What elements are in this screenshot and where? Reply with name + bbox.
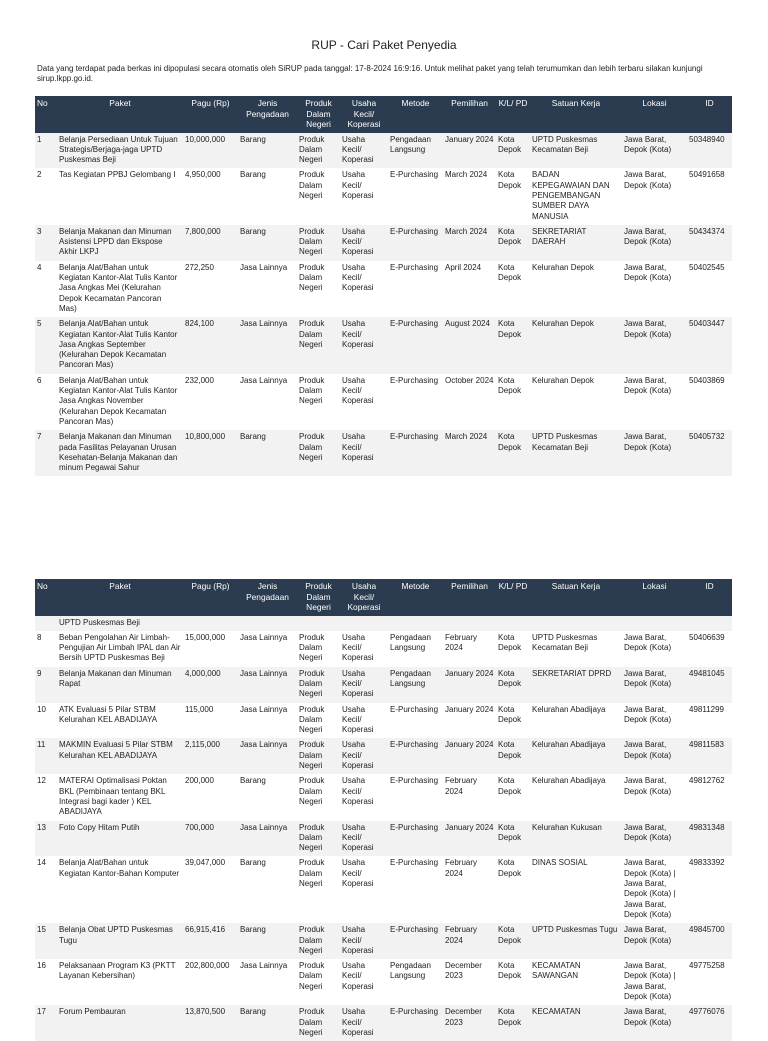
cell-no: 15 [35,923,57,959]
cell-metode: E-Purchasing [388,923,443,959]
header-satuan-kerja: Satuan Kerja [530,579,622,616]
cell-jenis-pengadaan: Barang [238,430,297,476]
cell-pemilihan: December 2023 [443,959,496,1005]
cell-satuan-kerja: BADAN KEPEGAWAIAN DAN PENGEMBANGAN SUMBER DAYA MANUSIA [530,168,622,224]
table-row [35,261,732,317]
header-paket: Paket [57,579,183,616]
cell-satuan-kerja: Kelurahan Abadijaya [530,738,622,774]
cell-pagu: 66,915,416 [183,923,238,959]
cell-id: 50434374 [687,225,732,261]
table-row [35,631,732,667]
cell-satuan-kerja: KECAMATAN [530,1005,622,1041]
cell-usaha-kecil: Usaha Kecil/ Koperasi [340,667,388,703]
cell-jenis-pengadaan: Barang [238,133,297,169]
cell-jenis-pengadaan: Jasa Lainnya [238,821,297,857]
cell-satuan-kerja: SEKRETARIAT DPRD [530,667,622,703]
cell-id: 49812762 [687,774,732,820]
table-row [35,959,732,1005]
cell-pagu: 824,100 [183,317,238,373]
cell-satuan-kerja: Kelurahan Abadijaya [530,774,622,820]
cell-pagu: 202,800,000 [183,959,238,1005]
cell-metode: Pengadaan Langsung [388,959,443,1005]
cell-pemilihan: March 2024 [443,225,496,261]
cell-produk-dalam-negeri: Produk Dalam Negeri [297,317,340,373]
cell-no: 12 [35,774,57,820]
cell-metode: E-Purchasing [388,703,443,739]
cell-paket: Belanja Makanan dan Minuman pada Fasilitas Pelayanan Urusan Kesehatan-Belanja Makanan dan minum Pegawai Sahur [57,430,183,476]
cell-jenis-pengadaan: Jasa Lainnya [238,317,297,373]
cell-paket: Belanja Alat/Bahan untuk Kegiatan Kantor-Alat Tulis Kantor Jasa Angkas Mei (Kelurahan Depok Kecamatan Pancoran Mas) [57,261,183,317]
cell-lokasi: Jawa Barat, Depok (Kota) [622,261,687,317]
cell-klpd: Kota Depok [496,856,530,923]
cell-klpd: Kota Depok [496,1005,530,1041]
cell-pagu: 2,115,000 [183,738,238,774]
header-paket: Paket [57,96,183,133]
cell-klpd: Kota Depok [496,430,530,476]
cell-produk-dalam-negeri: Produk Dalam Negeri [297,821,340,857]
cell-paket: Belanja Makanan dan Minuman Asistensi LPPD dan Ekspose Akhir LKPJ [57,225,183,261]
cell-pagu: 272,250 [183,261,238,317]
cell-pagu: 4,000,000 [183,667,238,703]
cell-paket: Tas Kegiatan PPBJ Gelombang I [57,168,183,224]
cell-satuan-kerja: UPTD Puskesmas Kecamatan Beji [530,133,622,169]
cell-klpd: Kota Depok [496,703,530,739]
table-row [35,703,732,739]
cell-pemilihan: January 2024 [443,667,496,703]
cell-produk-dalam-negeri: Produk Dalam Negeri [297,261,340,317]
cell-usaha-kecil: Usaha Kecil/ Koperasi [340,317,388,373]
cell-produk-dalam-negeri: Produk Dalam Negeri [297,225,340,261]
header-satuan-kerja: Satuan Kerja [530,96,622,133]
cell-no: 9 [35,667,57,703]
cell-usaha-kecil: Usaha Kecil/ Koperasi [340,1005,388,1041]
header-jenis-pengadaan: Jenis Pengadaan [238,579,297,616]
cell-pemilihan: December 2023 [443,1005,496,1041]
cell-id: 49776076 [687,1005,732,1041]
paket-table-1 [35,96,732,476]
cell-metode: E-Purchasing [388,261,443,317]
cell-metode: E-Purchasing [388,225,443,261]
cell-lokasi: Jawa Barat, Depok (Kota) [622,225,687,261]
cell-produk-dalam-negeri: Produk Dalam Negeri [297,430,340,476]
cell-id: 50403447 [687,317,732,373]
cell-usaha-kecil: Usaha Kecil/ Koperasi [340,856,388,923]
cell-pagu: 39,047,000 [183,856,238,923]
cell-jenis-pengadaan: Jasa Lainnya [238,374,297,430]
cell-pagu: 700,000 [183,821,238,857]
header-klpd: K/L/ PD [496,579,530,616]
cell-pemilihan: August 2024 [443,317,496,373]
cell-no: 4 [35,261,57,317]
cell-satuan-kerja: SEKRETARIAT DAERAH [530,225,622,261]
cell-produk-dalam-negeri: Produk Dalam Negeri [297,738,340,774]
cell-usaha-kecil: Usaha Kecil/ Koperasi [340,430,388,476]
cell-klpd: Kota Depok [496,923,530,959]
table-row [35,923,732,959]
cell-satuan-kerja: UPTD Puskesmas Kecamatan Beji [530,631,622,667]
header-produk-dalam-negeri: Produk Dalam Negeri [297,579,340,616]
header-metode: Metode [388,579,443,616]
cell-lokasi: Jawa Barat, Depok (Kota) [622,374,687,430]
cell-pemilihan: January 2024 [443,133,496,169]
cell-usaha-kecil: Usaha Kecil/ Koperasi [340,374,388,430]
cell-lokasi: Jawa Barat, Depok (Kota) [622,774,687,820]
cell-id: 50348940 [687,133,732,169]
cell-no: 2 [35,168,57,224]
table-row [35,856,732,923]
cell-paket: Belanja Makanan dan Minuman Rapat [57,667,183,703]
cell-pagu: 200,000 [183,774,238,820]
cell-lokasi: Jawa Barat, Depok (Kota) [622,133,687,169]
cell-metode: E-Purchasing [388,774,443,820]
cell-jenis-pengadaan: Jasa Lainnya [238,667,297,703]
page-title: RUP - Cari Paket Penyedia [311,38,457,52]
cell-klpd: Kota Depok [496,959,530,1005]
cell-satuan-kerja: Kelurahan Kukusan [530,821,622,857]
header-lokasi: Lokasi [622,579,687,616]
cell-no: 10 [35,703,57,739]
cell-produk-dalam-negeri: Produk Dalam Negeri [297,631,340,667]
cell-jenis-pengadaan: Barang [238,168,297,224]
header-no: No [35,96,57,133]
cell-satuan-kerja: UPTD Puskesmas Tugu [530,923,622,959]
cell-paket: ATK Evaluasi 5 Pilar STBM Kelurahan KEL ABADIJAYA [57,703,183,739]
cell-lokasi: Jawa Barat, Depok (Kota) | Jawa Barat, Depok (Kota) | Jawa Barat, Depok (Kota) [622,856,687,923]
cell-metode: Pengadaan Langsung [388,631,443,667]
cell-metode: E-Purchasing [388,430,443,476]
cell-jenis-pengadaan: Jasa Lainnya [238,738,297,774]
cell-jenis-pengadaan: Barang [238,1005,297,1041]
cell-pagu: 115,000 [183,703,238,739]
cell-produk-dalam-negeri: Produk Dalam Negeri [297,774,340,820]
table-header-row [35,579,732,616]
cell-klpd: Kota Depok [496,261,530,317]
cell-paket: Belanja Obat UPTD Puskesmas Tugu [57,923,183,959]
cell-metode: E-Purchasing [388,1005,443,1041]
cell-lokasi: Jawa Barat, Depok (Kota) [622,317,687,373]
cell-no: 7 [35,430,57,476]
cell-klpd: Kota Depok [496,317,530,373]
table-row [35,374,732,430]
cell-satuan-kerja: DINAS SOSIAL [530,856,622,923]
cell-jenis-pengadaan: Jasa Lainnya [238,631,297,667]
table-row [35,1005,732,1041]
cell-usaha-kecil: Usaha Kecil/ Koperasi [340,821,388,857]
cell-pagu: 10,000,000 [183,133,238,169]
cell-jenis-pengadaan: Barang [238,774,297,820]
cell-usaha-kecil: Usaha Kecil/ Koperasi [340,959,388,1005]
cell-klpd: Kota Depok [496,821,530,857]
cell-pemilihan: March 2024 [443,430,496,476]
cell-paket: Forum Pembauran [57,1005,183,1041]
continuation-cell: UPTD Puskesmas Beji [57,616,732,631]
cell-usaha-kecil: Usaha Kecil/ Koperasi [340,261,388,317]
cell-no: 3 [35,225,57,261]
cell-metode: E-Purchasing [388,317,443,373]
cell-lokasi: Jawa Barat, Depok (Kota) [622,703,687,739]
cell-pagu: 4,950,000 [183,168,238,224]
cell-lokasi: Jawa Barat, Depok (Kota) [622,923,687,959]
cell-usaha-kecil: Usaha Kecil/ Koperasi [340,923,388,959]
cell-usaha-kecil: Usaha Kecil/ Koperasi [340,133,388,169]
cell-pagu: 15,000,000 [183,631,238,667]
cell-pagu: 13,870,500 [183,1005,238,1041]
cell-klpd: Kota Depok [496,667,530,703]
cell-paket: Belanja Alat/Bahan untuk Kegiatan Kantor-Bahan Komputer [57,856,183,923]
paket-table-2 [35,579,732,1041]
cell-jenis-pengadaan: Jasa Lainnya [238,703,297,739]
cell-no: 16 [35,959,57,1005]
cell-produk-dalam-negeri: Produk Dalam Negeri [297,667,340,703]
cell-klpd: Kota Depok [496,374,530,430]
header-metode: Metode [388,96,443,133]
cell-lokasi: Jawa Barat, Depok (Kota) [622,631,687,667]
cell-jenis-pengadaan: Barang [238,856,297,923]
header-usaha-kecil: Usaha Kecil/ Koperasi [340,96,388,133]
cell-paket: Belanja Alat/Bahan untuk Kegiatan Kantor-Alat Tulis Kantor Jasa Angkas November (Kelurahan Depok Kecamatan Pancoran Mas) [57,374,183,430]
cell-satuan-kerja: KECAMATAN SAWANGAN [530,959,622,1005]
cell-usaha-kecil: Usaha Kecil/ Koperasi [340,738,388,774]
cell-id: 49775258 [687,959,732,1005]
cell-metode: Pengadaan Langsung [388,133,443,169]
cell-id: 50402545 [687,261,732,317]
cell-pemilihan: February 2024 [443,631,496,667]
cell-usaha-kecil: Usaha Kecil/ Koperasi [340,631,388,667]
header-id: ID [687,96,732,133]
table-row [35,821,732,857]
cell-id: 49831348 [687,821,732,857]
cell-lokasi: Jawa Barat, Depok (Kota) | Jawa Barat, Depok (Kota) [622,959,687,1005]
cell-pemilihan: January 2024 [443,738,496,774]
cell-lokasi: Jawa Barat, Depok (Kota) [622,430,687,476]
cell-klpd: Kota Depok [496,774,530,820]
cell-klpd: Kota Depok [496,168,530,224]
cell-satuan-kerja: Kelurahan Abadijaya [530,703,622,739]
header-usaha-kecil: Usaha Kecil/ Koperasi [340,579,388,616]
cell-lokasi: Jawa Barat, Depok (Kota) [622,821,687,857]
cell-pagu: 7,800,000 [183,225,238,261]
cell-id: 49811583 [687,738,732,774]
cell-klpd: Kota Depok [496,133,530,169]
cell-pemilihan: February 2024 [443,856,496,923]
table-row [35,667,732,703]
cell-produk-dalam-negeri: Produk Dalam Negeri [297,959,340,1005]
cell-jenis-pengadaan: Jasa Lainnya [238,261,297,317]
intro-text: Data yang terdapat pada berkas ini dipopulasi secara otomatis oleh SiRUP pada tanggal: 17-8-2024 16:9:16. Untuk melihat paket yang telah terumumkan dan lebih terbaru silakan kunjungi sirup.lkpp.go.id. [37,64,703,83]
cell-metode: E-Purchasing [388,821,443,857]
cell-paket: Pelaksanaan Program K3 (PKTT Layanan Kebersihan) [57,959,183,1005]
cell-klpd: Kota Depok [496,225,530,261]
cell-pemilihan: April 2024 [443,261,496,317]
cell-no: 14 [35,856,57,923]
cell-no: 17 [35,1005,57,1041]
cell-paket: MAKMIN Evaluasi 5 Pilar STBM Kelurahan KEL ABADIJAYA [57,738,183,774]
cell-id: 50405732 [687,430,732,476]
cell-metode: E-Purchasing [388,856,443,923]
cell-jenis-pengadaan: Barang [238,225,297,261]
cell-pagu: 232,000 [183,374,238,430]
cell-pagu: 10,800,000 [183,430,238,476]
cell-metode: E-Purchasing [388,738,443,774]
header-jenis-pengadaan: Jenis Pengadaan [238,96,297,133]
cell-usaha-kecil: Usaha Kecil/ Koperasi [340,774,388,820]
header-produk-dalam-negeri: Produk Dalam Negeri [297,96,340,133]
header-pagu: Pagu (Rp) [183,96,238,133]
cell-paket: Belanja Alat/Bahan untuk Kegiatan Kantor-Alat Tulis Kantor Jasa Angkas September (Kelurahan Depok Kecamatan Pancoran Mas) [57,317,183,373]
cell-no: 11 [35,738,57,774]
cell-pemilihan: January 2024 [443,821,496,857]
cell-id: 49833392 [687,856,732,923]
cell-produk-dalam-negeri: Produk Dalam Negeri [297,133,340,169]
cell-no: 1 [35,133,57,169]
table-row [35,738,732,774]
cell-metode: E-Purchasing [388,168,443,224]
cell-paket: Foto Copy Hitam Putih [57,821,183,857]
cell-klpd: Kota Depok [496,738,530,774]
table-row [35,317,732,373]
cell-paket: Beban Pengolahan Air Limbah-Pengujian Air Limbah IPAL dan Air Bersih UPTD Puskesmas Beji [57,631,183,667]
cell-klpd: Kota Depok [496,631,530,667]
cell-produk-dalam-negeri: Produk Dalam Negeri [297,856,340,923]
cell-jenis-pengadaan: Barang [238,923,297,959]
header-lokasi: Lokasi [622,96,687,133]
cell-usaha-kecil: Usaha Kecil/ Koperasi [340,703,388,739]
cell-id: 50403869 [687,374,732,430]
cell-jenis-pengadaan: Jasa Lainnya [238,959,297,1005]
cell-paket: Belanja Persediaan Untuk Tujuan Strategis/Berjaga-jaga UPTD Puskesmas Beji [57,133,183,169]
cell-pemilihan: October 2024 [443,374,496,430]
cell-lokasi: Jawa Barat, Depok (Kota) [622,738,687,774]
table-row [35,430,732,476]
cell-usaha-kecil: Usaha Kecil/ Koperasi [340,168,388,224]
cell-lokasi: Jawa Barat, Depok (Kota) [622,168,687,224]
cell-no: 13 [35,821,57,857]
header-pemilihan: Pemilihan [443,579,496,616]
cell-id: 49811299 [687,703,732,739]
table-header-row [35,96,732,133]
cell-satuan-kerja: Kelurahan Depok [530,261,622,317]
cell-lokasi: Jawa Barat, Depok (Kota) [622,667,687,703]
cell-usaha-kecil: Usaha Kecil/ Koperasi [340,225,388,261]
cell-satuan-kerja: UPTD Puskesmas Kecamatan Beji [530,430,622,476]
cell-produk-dalam-negeri: Produk Dalam Negeri [297,923,340,959]
header-klpd: K/L/ PD [496,96,530,133]
table-row-continuation [35,616,732,631]
cell-pemilihan: February 2024 [443,923,496,959]
cell-lokasi: Jawa Barat, Depok (Kota) [622,1005,687,1041]
cell-metode: E-Purchasing [388,374,443,430]
cell-pemilihan: January 2024 [443,703,496,739]
cell-produk-dalam-negeri: Produk Dalam Negeri [297,374,340,430]
cell-id: 50491658 [687,168,732,224]
cell-no: 8 [35,631,57,667]
cell-id: 49845700 [687,923,732,959]
table-row [35,133,732,169]
cell-id: 50406639 [687,631,732,667]
cell-produk-dalam-negeri: Produk Dalam Negeri [297,168,340,224]
header-pagu: Pagu (Rp) [183,579,238,616]
table-row [35,774,732,820]
cell-pemilihan: March 2024 [443,168,496,224]
cell-produk-dalam-negeri: Produk Dalam Negeri [297,1005,340,1041]
table-row [35,225,732,261]
table-row [35,168,732,224]
header-pemilihan: Pemilihan [443,96,496,133]
cell-produk-dalam-negeri: Produk Dalam Negeri [297,703,340,739]
cell-pemilihan: February 2024 [443,774,496,820]
cell-no: 5 [35,317,57,373]
cell-id: 49481045 [687,667,732,703]
cell-metode: Pengadaan Langsung [388,667,443,703]
cell-paket: MATERAI Optimalisasi Poktan BKL (Pembinaan tentang BKL Integrasi bagi kader ) KEL ABADIJAYA [57,774,183,820]
header-no: No [35,579,57,616]
header-id: ID [687,579,732,616]
cell-satuan-kerja: Kelurahan Depok [530,317,622,373]
cell-satuan-kerja: Kelurahan Depok [530,374,622,430]
cell-no: 6 [35,374,57,430]
